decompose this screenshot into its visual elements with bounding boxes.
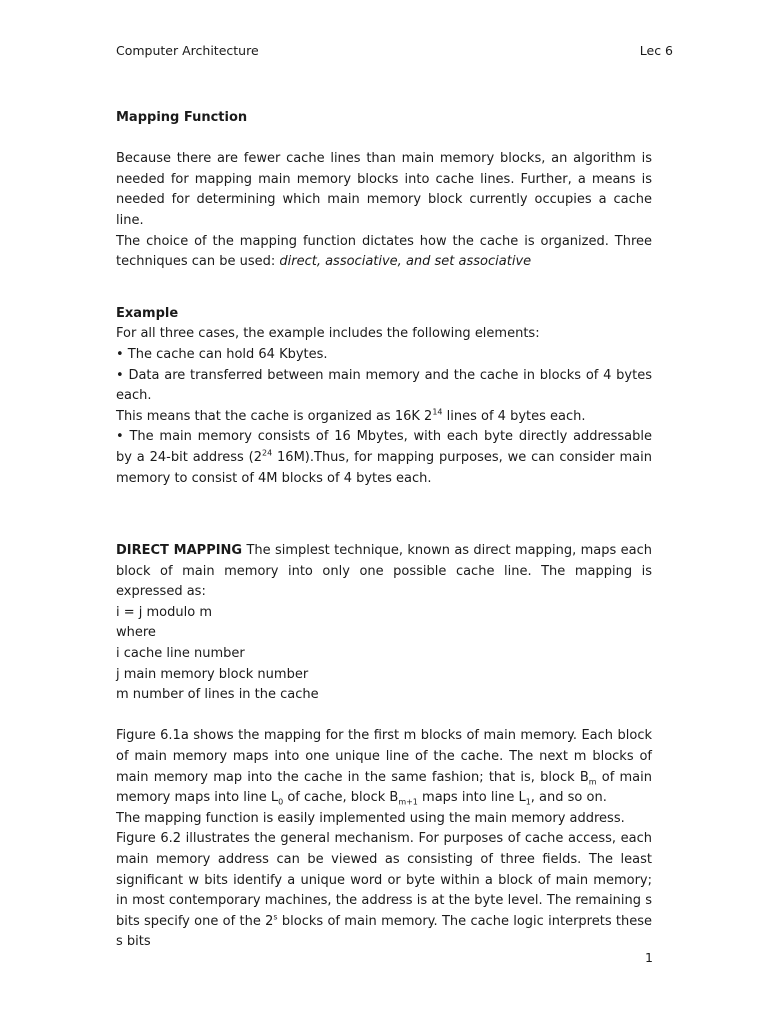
- fig61-sub-0: 0: [278, 797, 284, 807]
- fig61-sub-1: 1: [525, 797, 531, 807]
- header-course-title: Computer Architecture: [116, 43, 259, 58]
- cache-org-exponent: 14: [432, 407, 443, 417]
- paragraph-direct-mapping: [116, 541, 652, 603]
- fig62-text-a: Figure 6.2 illustrates the general mechanism. For purposes of cache access, each main memory address can be viewed as consisting of three fields. The least significant w bits identify a unique word or byte within a block of main memory; in most contemporary machines, the address is at the byte level. The remaining s bits specify one of the 2: [116, 831, 652, 929]
- bullet3-text-end: 16M).Thus, for mapping purposes, we can consider main memory to consist of 4M blocks of 4 bytes each.: [116, 449, 652, 486]
- fig62-text-b: blocks of main memory. The cache logic interprets these s bits: [116, 913, 652, 950]
- example-cache-organization: [116, 407, 652, 428]
- section-title-direct-mapping: DIRECT MAPPING: [116, 543, 243, 559]
- cache-org-text-end: lines of 4 bytes each.: [442, 408, 586, 424]
- bullet3-text: • The main memory consists of 16 Mbytes, with each byte directly addressable by a 24-bit address (2: [116, 429, 652, 465]
- page-number: 1: [645, 950, 653, 965]
- cache-org-text: This means that the cache is organized as 16K 2: [116, 408, 433, 424]
- formula-def-j: j main memory block number: [116, 666, 309, 682]
- fig61-text-a: Figure 6.1a shows the mapping for the first m blocks of main memory. Each block of main memory maps into one unique line of the cache. The next m blocks of main memory map into the cache in the same fashion; that is, block B: [116, 728, 652, 785]
- formula-def-i: i cache line number: [116, 646, 245, 662]
- paragraph-figure-6-1a: [116, 726, 652, 808]
- example-bullet-3: [116, 427, 652, 489]
- fig61-sub-m: m: [588, 777, 597, 787]
- fig61-text-b: of main memory maps into line L: [116, 769, 652, 806]
- paragraph-address-mapping: The mapping function is easily implemented using the main memory address.: [116, 810, 625, 826]
- paragraph-figure-6-2: [116, 829, 652, 953]
- fig61-text-c: of cache, block B: [283, 790, 399, 806]
- techniques-list: direct, associative, and set associative: [279, 254, 532, 270]
- formula-def-m: m number of lines in the cache: [116, 687, 319, 703]
- fig61-text-e: , and so on.: [530, 790, 607, 806]
- fig61-sub-m1: m+1: [398, 797, 418, 807]
- example-bullet-2: • Data are transferred between main memory and the cache in blocks of 4 bytes each.: [116, 367, 652, 404]
- document-body: [116, 108, 652, 953]
- mapping-formula: i = j modulo m: [116, 604, 212, 620]
- fig61-text-d: maps into line L: [417, 790, 526, 806]
- paragraph-intro: Because there are fewer cache lines than main memory blocks, an algorithm is needed for mapping main memory blocks into cache lines. Further, a means is needed for determining which main memory block currently occupies a cache line.: [116, 151, 652, 228]
- bullet3-exponent: 24: [261, 448, 273, 458]
- section-title-mapping-function: Mapping Function: [116, 110, 248, 125]
- fig62-exponent: s: [273, 912, 278, 922]
- direct-mapping-text: The simplest technique, known as direct mapping, maps each block of main memory into only one possible cache line. The mapping is expressed as:: [116, 543, 652, 600]
- header-lecture-number: Lec 6: [639, 43, 673, 58]
- example-intro: For all three cases, the example includes the following elements:: [116, 326, 540, 342]
- page-header: [116, 43, 673, 61]
- techniques-text: The choice of the mapping function dictates how the cache is organized. Three techniques can be used:: [116, 233, 652, 270]
- formula-where: where: [116, 625, 156, 641]
- section-title-example: Example: [116, 305, 179, 321]
- paragraph-techniques: [116, 232, 652, 273]
- example-bullet-1: • The cache can hold 64 Kbytes.: [116, 346, 328, 362]
